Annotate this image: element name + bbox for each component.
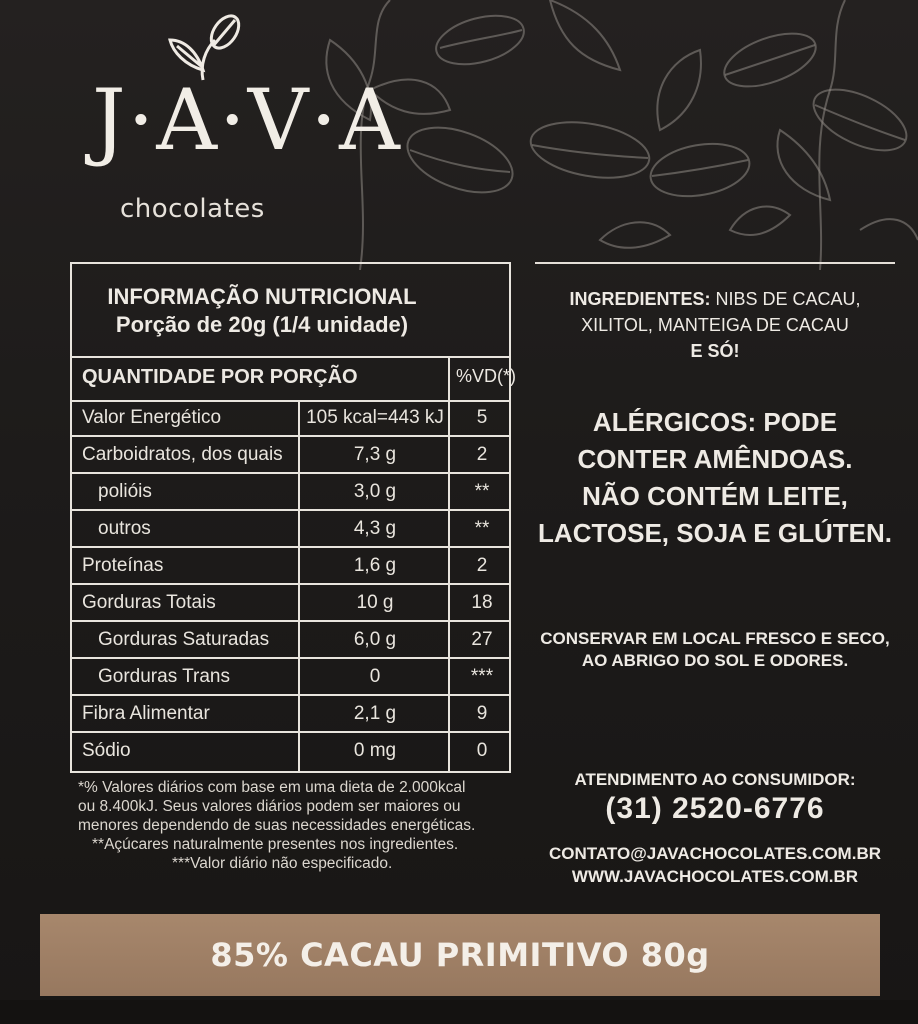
footnote: ***Valor diário não especificado. [172, 855, 393, 872]
nutrient-vd: 2 [476, 555, 488, 576]
nutrient-amount: 2,1 g [353, 703, 397, 724]
nutrition-footnotes [78, 778, 518, 873]
contact-email: CONTATO@JAVACHOCOLATES.COM.BR [548, 844, 881, 863]
ingredients-line: NIBS DE CACAU, [715, 289, 861, 309]
nutrient-name: Proteínas [82, 555, 164, 576]
nutrition-facts-table [70, 262, 517, 773]
nutrient-name: polióis [98, 481, 152, 502]
product-band [40, 914, 880, 996]
nutrient-amount: 6,0 g [353, 629, 397, 650]
column-header-vd: %VD(*) [456, 366, 517, 386]
nutrient-amount: 7,3 g [353, 444, 397, 465]
divider-line [535, 262, 895, 264]
nutrient-vd: ** [474, 518, 490, 539]
nutrient-amount: 3,0 g [353, 481, 397, 502]
nutrient-name: Gorduras Totais [82, 592, 216, 613]
nutrition-row [72, 659, 509, 696]
nutrient-vd: 27 [471, 629, 493, 650]
allergen-line: ALÉRGICOS: PODE [592, 407, 838, 437]
nutrition-row [72, 733, 509, 770]
storage-instructions [535, 628, 895, 672]
nutrient-vd: 18 [471, 592, 493, 613]
ingredients-block [535, 286, 895, 364]
allergen-line: LACTOSE, SOJA E GLÚTEN. [538, 518, 892, 548]
customer-service-label: ATENDIMENTO AO CONSUMIDOR: [574, 770, 856, 789]
nutrient-vd: 0 [476, 740, 488, 761]
ingredients-line: XILITOL, MANTEIGA DE CACAU [581, 315, 849, 335]
nutrient-name: outros [98, 518, 151, 539]
contact-website: WWW.JAVACHOCOLATES.COM.BR [571, 867, 859, 886]
nutrition-header-row [72, 356, 517, 402]
nutrient-amount: 4,3 g [353, 518, 397, 539]
nutrient-vd: 5 [476, 407, 488, 428]
nutrient-amount: 0 mg [353, 740, 397, 761]
nutrient-amount: 0 [369, 666, 381, 687]
footnote: ou 8.400kJ. Seus valores diários podem ser maiores ou [78, 798, 461, 815]
nutrition-title-block [72, 264, 509, 358]
customer-service-phone: (31) 2520-6776 [605, 792, 825, 825]
storage-line: CONSERVAR EM LOCAL FRESCO E SECO, [540, 629, 890, 648]
nutrient-name: Fibra Alimentar [82, 703, 210, 724]
nutrient-name: Gorduras Trans [98, 666, 230, 687]
nutrition-row [72, 437, 509, 474]
nutrition-row [72, 622, 509, 659]
nutrient-amount: 10 g [356, 592, 394, 613]
nutrient-name: Valor Energético [82, 407, 222, 428]
nutrient-name: Carboidratos, dos quais [82, 444, 283, 465]
nutrition-row [72, 511, 509, 548]
nutrient-vd: 9 [476, 703, 488, 724]
nutrient-vd: ** [474, 481, 490, 502]
ingredients-line: E SÓ! [690, 341, 740, 361]
allergen-line: NÃO CONTÉM LEITE, [582, 481, 848, 511]
nutrition-row [72, 585, 509, 622]
storage-line: AO ABRIGO DO SOL E ODORES. [581, 651, 849, 670]
footnote: *% Valores diários com base em uma dieta de 2.000kcal [78, 779, 466, 796]
nutrition-row [72, 474, 509, 511]
brand-subtitle: chocolates [120, 194, 265, 224]
nutrient-amount: 1,6 g [353, 555, 397, 576]
nutrition-row [72, 548, 509, 585]
allergens-block [535, 404, 895, 552]
footnote: menores dependendo de suas necessidades energéticas. [78, 817, 476, 834]
contact-links [535, 842, 895, 888]
nutrition-title: INFORMAÇÃO NUTRICIONAL [107, 284, 417, 309]
nutrient-name: Sódio [82, 740, 131, 761]
ingredients-label: INGREDIENTES: [569, 289, 711, 309]
nutrition-row [72, 696, 509, 733]
nutrient-amount: 105 kcal=443 kJ [306, 407, 444, 428]
footnote: **Açúcares naturalmente presentes nos ingredientes. [92, 836, 459, 853]
product-name: 85% CACAU PRIMITIVO 80g [210, 936, 710, 974]
nutrient-vd: 2 [476, 444, 488, 465]
column-header-quantity: QUANTIDADE POR PORÇÃO [82, 366, 358, 388]
serving-size: Porção de 20g (1/4 unidade) [115, 312, 409, 337]
allergen-line: CONTER AMÊNDOAS. [577, 444, 853, 474]
brand-wordmark: J·A·V·A [92, 71, 402, 169]
package-edge [0, 1000, 918, 1024]
nutrition-row [72, 400, 509, 437]
nutrient-vd: *** [470, 666, 494, 687]
nutrient-name: Gorduras Saturadas [98, 629, 270, 650]
